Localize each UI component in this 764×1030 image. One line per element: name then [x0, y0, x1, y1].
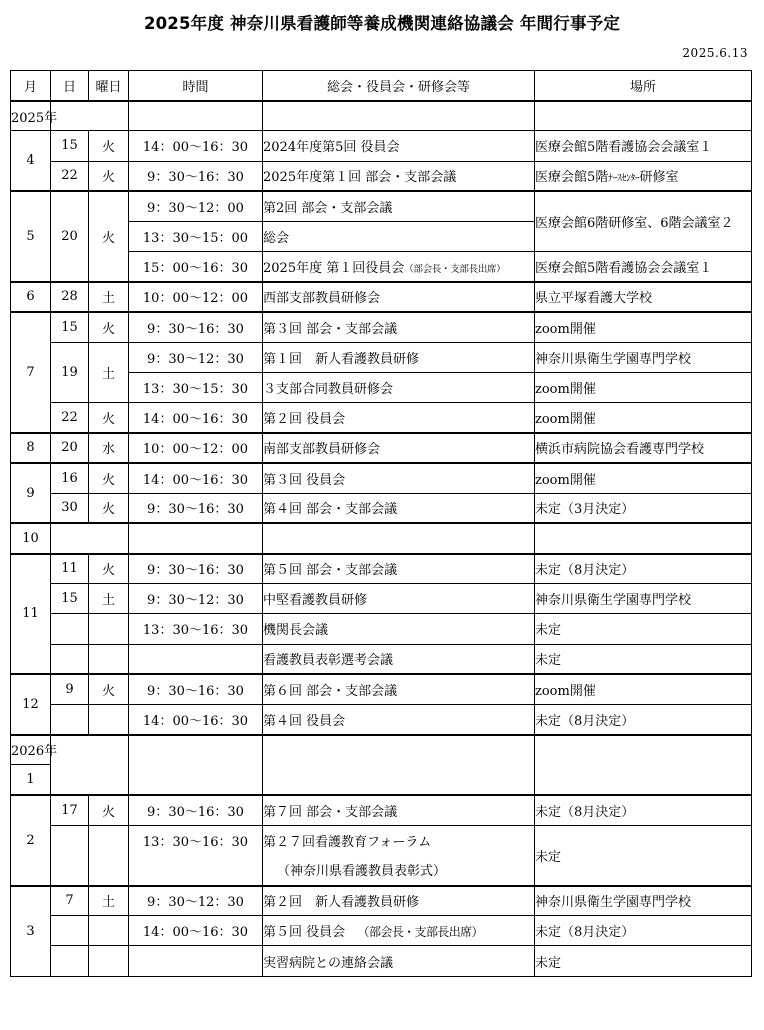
event-cell: 第３回 役員会 — [263, 463, 535, 493]
table-row — [11, 795, 752, 825]
time-cell: 13：30～15：30 — [129, 372, 263, 402]
table-row — [11, 644, 752, 674]
place-cell: 県立平塚看護大学校 — [535, 282, 752, 312]
place-cell: zoom開催 — [535, 463, 752, 493]
place-cell — [535, 161, 752, 191]
day-cell: 30 — [51, 493, 89, 523]
header-weekday: 曜日 — [89, 71, 129, 101]
weekday-cell: 火 — [89, 463, 129, 493]
header-row — [11, 71, 752, 101]
day-cell: 15 — [51, 312, 89, 342]
day-cell: 20 — [51, 191, 89, 282]
event-note: （部会長・支部長出席） — [404, 263, 506, 275]
time-cell: 15：00～16：30 — [129, 252, 263, 282]
time-cell: 9：30～16：30 — [129, 161, 263, 191]
weekday-cell: 火 — [89, 312, 129, 342]
event-cell: ３支部合同教員研修会 — [263, 372, 535, 402]
weekday-cell: 火 — [89, 131, 129, 161]
table-row — [11, 493, 752, 523]
place-cell: 医療会館5階看護協会会議室１ — [535, 131, 752, 161]
place-cell: 横浜市病院協会看護専門学校 — [535, 433, 752, 463]
event-cell: 第４回 役員会 — [263, 704, 535, 734]
place-cell: 神奈川県衛生学園専門学校 — [535, 886, 752, 916]
table-row — [11, 704, 752, 734]
month-cell: 10 — [11, 523, 51, 553]
day-cell: 15 — [51, 584, 89, 614]
event-cell: 第２回 役員会 — [263, 403, 535, 433]
event-text: 第５回 役員会 — [263, 925, 346, 941]
event-cell: 2025年度第１回 部会・支部会議 — [263, 161, 535, 191]
event-cell: 第2回 部会・支部会議 — [263, 191, 535, 221]
place-cell: zoom開催 — [535, 312, 752, 342]
table-row — [11, 191, 752, 221]
table-row — [11, 614, 752, 644]
time-cell: 9：30～16：30 — [129, 795, 263, 825]
year-label: 2025年 — [11, 101, 51, 131]
month-cell: 8 — [11, 433, 51, 463]
time-cell: 10：00～12：00 — [129, 282, 263, 312]
header-event: 総会・役員会・研修会等 — [263, 71, 535, 101]
table-row — [11, 825, 752, 855]
place-cell: 未定（8月決定） — [535, 795, 752, 825]
schedule-table — [10, 70, 752, 977]
table-row — [11, 554, 752, 584]
table-row — [11, 584, 752, 614]
event-cell — [263, 252, 535, 282]
weekday-cell: 火 — [89, 554, 129, 584]
place-cell: zoom開催 — [535, 674, 752, 704]
weekday-cell: 火 — [89, 191, 129, 282]
event-cell: 看護教員表彰選考会議 — [263, 644, 535, 674]
day-cell: 28 — [51, 282, 89, 312]
day-cell: 16 — [51, 463, 89, 493]
day-cell: 15 — [51, 131, 89, 161]
place-cell: 未定（8月決定） — [535, 916, 752, 946]
month-cell: 2 — [11, 795, 51, 886]
table-row — [11, 463, 752, 493]
event-cell: 実習病院との連絡会議 — [263, 946, 535, 976]
event-cell: 第６回 部会・支部会議 — [263, 674, 535, 704]
month-cell: 1 — [11, 765, 51, 795]
time-cell: 13：30～16：30 — [129, 614, 263, 644]
event-cell: 南部支部教員研修会 — [263, 433, 535, 463]
weekday-cell: 火 — [89, 403, 129, 433]
table-row — [11, 433, 752, 463]
weekday-cell: 火 — [89, 493, 129, 523]
event-cell: 中堅看護教員研修 — [263, 584, 535, 614]
time-cell: 13：30～16：30 — [129, 825, 263, 855]
place-cell: 神奈川県衛生学園専門学校 — [535, 584, 752, 614]
year-row-2026 — [11, 735, 752, 765]
day-cell: 9 — [51, 674, 89, 704]
event-note: （部会長・支部長出席） — [357, 925, 483, 940]
event-cell: 2024年度第5回 役員会 — [263, 131, 535, 161]
place-cell: 未定（8月決定） — [535, 554, 752, 584]
header-place: 場所 — [535, 71, 752, 101]
time-cell: 9：30～12：30 — [129, 584, 263, 614]
table-row — [11, 403, 752, 433]
day-cell: 17 — [51, 795, 89, 825]
month-cell: 7 — [11, 312, 51, 433]
place-cell: 未定（3月決定） — [535, 493, 752, 523]
place-text-small: ﾅｰｽｾﾝﾀｰ — [608, 173, 640, 185]
table-row — [11, 312, 752, 342]
place-cell: 未定 — [535, 946, 752, 976]
day-cell: 22 — [51, 403, 89, 433]
event-cell: 第７回 部会・支部会議 — [263, 795, 535, 825]
time-cell: 10：00～12：00 — [129, 433, 263, 463]
table-row — [11, 282, 752, 312]
place-cell: 医療会館5階看護協会会議室１ — [535, 252, 752, 282]
month-cell: 11 — [11, 554, 51, 675]
year-row-2025 — [11, 101, 752, 131]
month-cell: 9 — [11, 463, 51, 523]
time-cell: 9：30～16：30 — [129, 312, 263, 342]
year-label: 2026年 — [11, 735, 51, 765]
day-cell: 20 — [51, 433, 89, 463]
table-row — [11, 946, 752, 976]
place-cell: 未定 — [535, 644, 752, 674]
time-cell: 14：00～16：30 — [129, 916, 263, 946]
place-cell: zoom開催 — [535, 372, 752, 402]
place-text: 医療会館5階 — [535, 170, 609, 186]
event-text: 2025年度 第１回役員会 — [263, 260, 405, 276]
day-cell: 22 — [51, 161, 89, 191]
document-date: 2025.6.13 — [682, 46, 748, 60]
time-cell: 9：30～16：30 — [129, 554, 263, 584]
day-cell: 19 — [51, 342, 89, 402]
event-cell: 第５回 部会・支部会議 — [263, 554, 535, 584]
table-row — [11, 674, 752, 704]
place-cell: 未定 — [535, 614, 752, 644]
place-cell: 未定 — [535, 825, 752, 885]
time-cell: 9：30～16：30 — [129, 493, 263, 523]
weekday-cell: 火 — [89, 795, 129, 825]
table-row — [11, 342, 752, 372]
place-cell: 医療会館6階研修室、6階会議室２ — [535, 191, 752, 251]
day-cell: 11 — [51, 554, 89, 584]
table-row — [11, 131, 752, 161]
event-cell: 総会 — [263, 221, 535, 251]
weekday-cell: 土 — [89, 886, 129, 916]
month-cell: 6 — [11, 282, 51, 312]
time-cell: 14：00～16：30 — [129, 403, 263, 433]
header-time: 時間 — [129, 71, 263, 101]
time-cell: 13：30～15：00 — [129, 221, 263, 251]
month-cell: 3 — [11, 886, 51, 977]
table-row — [11, 886, 752, 916]
month-cell: 5 — [11, 191, 51, 282]
event-cell: 第４回 部会・支部会議 — [263, 493, 535, 523]
time-cell: 14：00～16：30 — [129, 131, 263, 161]
time-cell: 9：30～16：30 — [129, 674, 263, 704]
page-title: 2025年度 神奈川県看護師等養成機関連絡協議会 年間行事予定 — [143, 14, 621, 33]
weekday-cell: 土 — [89, 584, 129, 614]
time-cell: 9：30～12：30 — [129, 886, 263, 916]
place-cell: 神奈川県衛生学園専門学校 — [535, 342, 752, 372]
event-cell: 西部支部教員研修会 — [263, 282, 535, 312]
day-cell: 7 — [51, 886, 89, 916]
time-cell: 9：30～12：00 — [129, 191, 263, 221]
table-row — [11, 523, 752, 553]
event-cell: 第１回 新人看護教員研修 — [263, 342, 535, 372]
weekday-cell: 火 — [89, 161, 129, 191]
month-cell: 4 — [11, 131, 51, 191]
event-cell — [263, 916, 535, 946]
weekday-cell: 火 — [89, 674, 129, 704]
place-text: 研修室 — [639, 170, 679, 186]
event-cell: 機関長会議 — [263, 614, 535, 644]
header-month: 月 — [11, 71, 51, 101]
table-row — [11, 916, 752, 946]
event-cell: 第２回 新人看護教員研修 — [263, 886, 535, 916]
weekday-cell: 土 — [89, 342, 129, 402]
table-row — [11, 161, 752, 191]
place-cell: zoom開催 — [535, 403, 752, 433]
time-cell: 14：00～16：30 — [129, 704, 263, 734]
month-cell: 12 — [11, 674, 51, 734]
weekday-cell: 土 — [89, 282, 129, 312]
header-day: 日 — [51, 71, 89, 101]
event-cell: 第３回 部会・支部会議 — [263, 312, 535, 342]
event-note: （神奈川県看護教員表彰式） — [277, 864, 447, 880]
event-cell — [263, 855, 535, 885]
place-cell: 未定（8月決定） — [535, 704, 752, 734]
event-cell: 第２７回看護教育フォーラム — [263, 825, 535, 855]
weekday-cell: 水 — [89, 433, 129, 463]
time-cell: 14：00～16：30 — [129, 463, 263, 493]
time-cell: 9：30～12：30 — [129, 342, 263, 372]
